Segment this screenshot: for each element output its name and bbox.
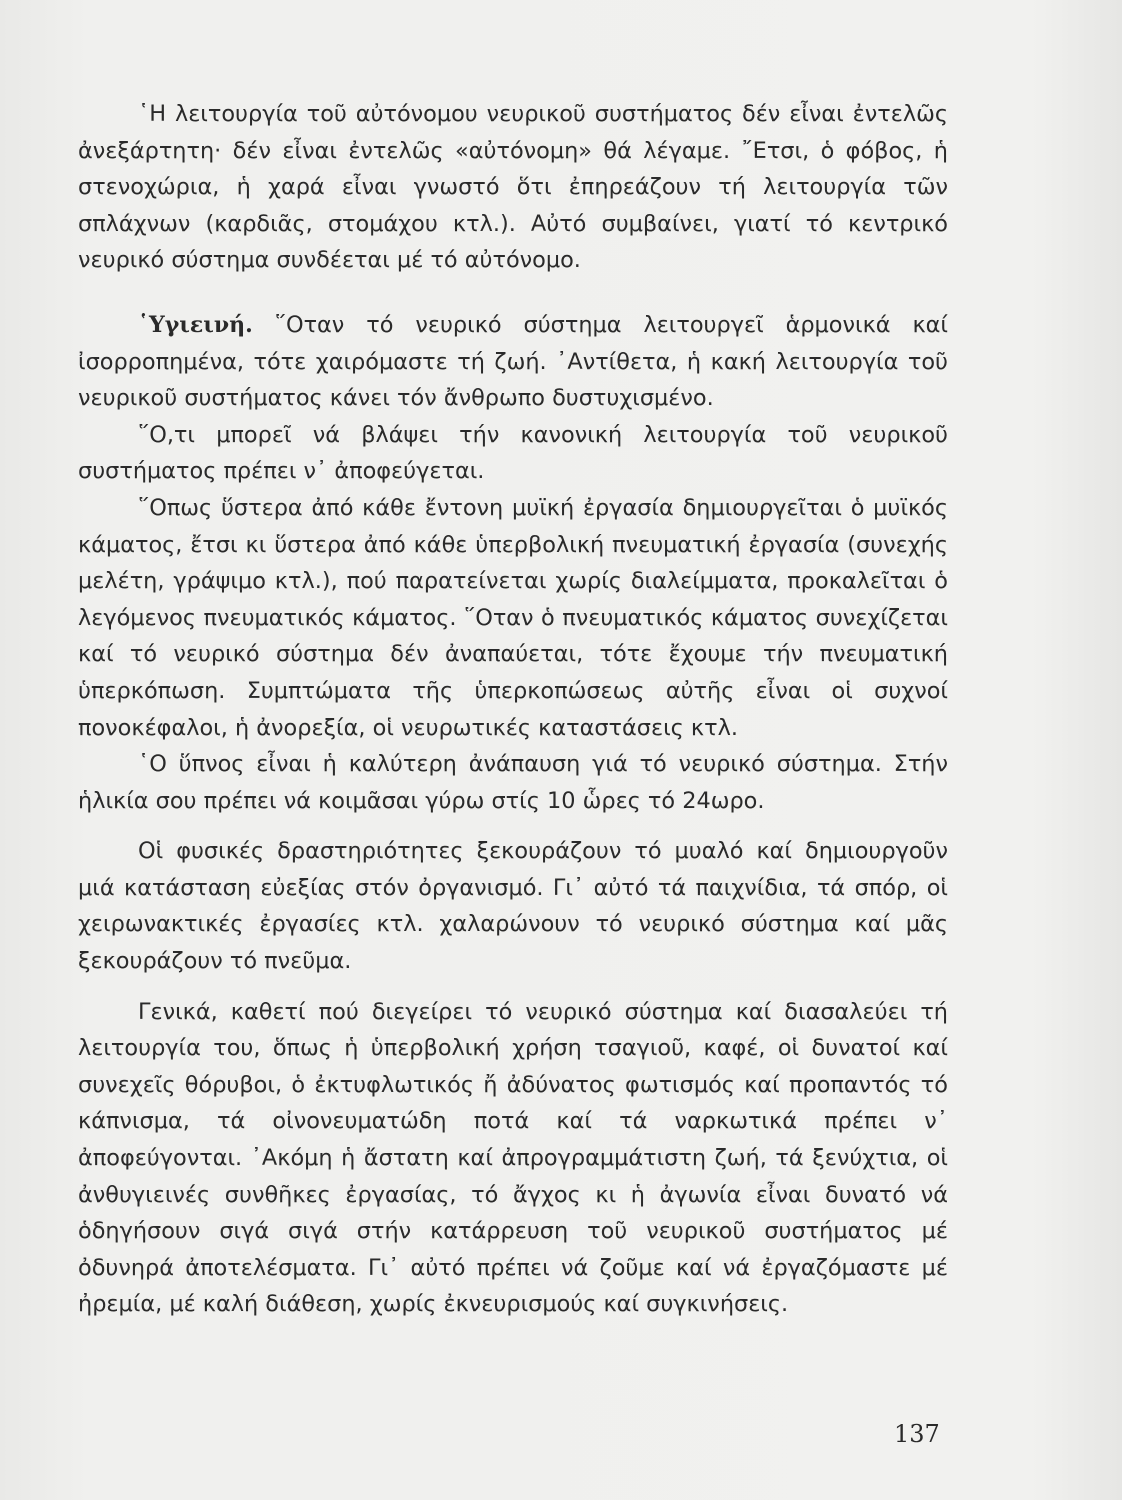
paragraph-sleep bbox=[78, 746, 948, 819]
paragraph-avoid bbox=[78, 417, 948, 490]
body-text bbox=[78, 96, 948, 1323]
section-heading-hygiene: ῾Υγιεινή. bbox=[138, 311, 253, 338]
paragraph-text: ῾Η λειτουργία τοῦ αὐτόνομου νευρικοῦ συστήματος δέν εἶναι ἐντελῶς ἀνεξάρτητη· δέν εἶναι ἐντελῶς «αὐτόνομη» θά λέγαμε. ῎Ετσι, ὁ φόβος, ἡ στενοχώρια, ἡ χαρά εἶναι γνωστό ὅτι ἐπηρεάζουν τή λειτουργία τῶν σπλάχνων (καρδιᾶς, στομάχου κτλ.). Αὐτό συμβαίνει, γιατί τό κεντρικό νευρικό σύστημα συνδέεται μέ τό αὐτόνομο. bbox=[78, 101, 948, 274]
paragraph-text: Γενικά, καθετί πού διεγείρει τό νευρικό σύστημα καί διασαλεύει τή λειτουργία του, ὅπως ἡ ὑπερβολική χρήση τσαγιοῦ, καφέ, οἱ δυνατοί καί συνεχεῖς θόρυβοι, ὁ ἐκτυφλωτικός ἤ ἀδύνατος φωτισμός καί προπαντός τό κάπνισμα, τά οἰνονευματώδη ποτά καί τά ναρκωτικά πρέπει ν᾿ ἀποφεύγονται. ᾿Ακόμη ἡ ἄστατη καί ἀπρογραμμάτιστη ζωή, τά ξενύχτια, οἱ ἀνθυγιεινές συνθῆκες ἐργασίας, τό ἄγχος κι ἡ ἀγωνία εἶναι δυνατό νά ὁδηγήσουν σιγά σιγά στήν κατάρρευση τοῦ νευρικοῦ συστήματος μέ ὀδυνηρά ἀποτελέσματα. Γι᾿ αὐτό πρέπει νά ζοῦμε καί νά ἐργαζόμαστε μέ ἠρεμία, μέ καλή διάθεση, χωρίς ἐκνευρισμούς καί συγκινήσεις. bbox=[78, 998, 948, 1318]
paragraph-text: ῞Οταν τό νευρικό σύστημα λειτουργεῖ ἁρμονικά καί ἰσορροπημένα, τότε χαιρόμαστε τή ζωή. ᾿Αντίθετα, ἡ κακή λειτουργία τοῦ νευρικοῦ συστήματος κάνει τόν ἄνθρωπο δυστυχισμένο. bbox=[78, 311, 948, 412]
page-number: 137 bbox=[894, 1420, 940, 1448]
paragraph-mental-fatigue bbox=[78, 490, 948, 746]
paragraph-activities bbox=[78, 833, 948, 979]
paragraph-text: Οἱ φυσικές δραστηριότητες ξεκουράζουν τό μυαλό καί δημιουργοῦν μιά κατάσταση εὐεξίας στόν ὀργανισμό. Γι᾿ αὐτό τά παιχνίδια, τά σπόρ, οἱ χειρωνακτικές ἐργασίες κτλ. χαλαρώνουν τό νευρικό σύστημα καί μᾶς ξεκουράζουν τό πνεῦμα. bbox=[78, 838, 948, 975]
paragraph-general bbox=[78, 994, 948, 1323]
paragraph-text: ῞Οπως ὕστερα ἀπό κάθε ἔντονη μυϊκή ἐργασία δημιουργεῖται ὁ μυϊκός κάματος, ἔτσι κι ὕστερα ἀπό κάθε ὑπερβολική πνευματική ἐργασία (συνεχής μελέτη, γράψιμο κτλ.), πού παρατείνεται χωρίς διαλείμματα, προκαλεῖται ὁ λεγόμενος πνευματικός κάματος. ῞Οταν ὁ πνευματικός κάματος συνεχίζεται καί τό νευρικό σύστημα δέν ἀναπαύεται, τότε ἔχουμε τήν πνευματική ὑπερκόπωση. Συμπτώματα τῆς ὑπερκοπώσεως αὐτῆς εἶναι οἱ συχνοί πονοκέφαλοι, ἡ ἀνορεξία, οἱ νευρωτικές καταστάσεις κτλ. bbox=[78, 494, 948, 741]
paragraph-hygiene bbox=[78, 307, 948, 417]
paragraph-text: ῾Ο ὕπνος εἶναι ἡ καλύτερη ἀνάπαυση γιά τό νευρικό σύστημα. Στήν ἡλικία σου πρέπει νά κοιμᾶσαι γύρω στίς 10 ὧρες τό 24ωρο. bbox=[78, 751, 948, 814]
paragraph-autonomic bbox=[78, 96, 948, 279]
paragraph-text: ῞Ο,τι μπορεῖ νά βλάψει τήν κανονική λειτουργία τοῦ νευρικοῦ συστήματος πρέπει ν᾿ ἀποφεύγεται. bbox=[78, 421, 948, 485]
